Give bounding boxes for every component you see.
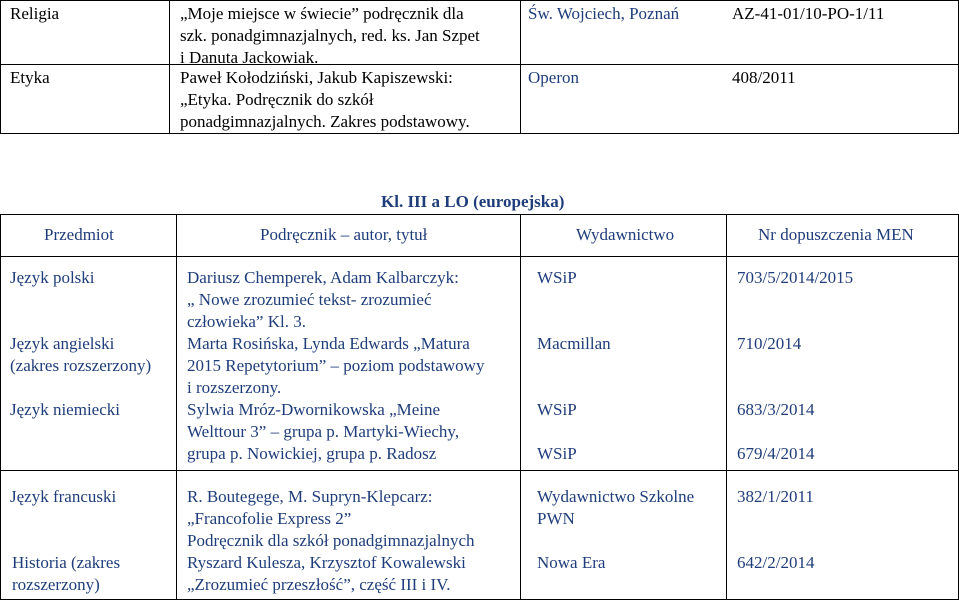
row-book-line: „Francofolie Express 2” [187,509,352,528]
header-publisher: Wydawnictwo [576,225,675,244]
row-book-line: Marta Rosińska, Lynda Edwards „Matura [187,334,470,353]
row-book-line: Sylwia Mróz-Dwornikowska „Meine [187,400,441,419]
row-book-line: „ Nowe zrozumieć tekst- zrozumieć [187,290,432,309]
row-subject: rozszerzony) [12,575,100,594]
row-subject: Historia (zakres [12,553,121,572]
main-table-col-divider [176,214,177,600]
top-row-publisher: Św. Wojciech, Poznań [528,4,680,23]
row-approval: 642/2/2014 [737,553,815,572]
row-book-line: Ryszard Kulesza, Krzysztof Kowalewski [187,553,466,572]
row-book-line: grupa p. Nowickiej, grupa p. Radosz [187,444,437,463]
top-row-approval: 408/2011 [732,68,796,87]
row-approval: 382/1/2011 [737,487,814,506]
row-publisher: WSiP [537,400,577,419]
top-table-border-left [0,0,1,134]
row-book-line: R. Boutegege, M. Supryn-Klepcarz: [187,487,433,506]
main-table-col-divider [726,214,727,600]
top-table-col-divider [520,0,521,134]
main-table-row-divider [0,470,959,471]
row-book-line: i rozszerzony. [187,378,282,397]
top-row-publisher: Operon [528,68,579,87]
row-approval: 710/2014 [737,334,802,353]
row-subject: Język polski [10,268,95,287]
header-book: Podręcznik – autor, tytuł [260,225,428,244]
top-row-book-line: i Danuta Jackowiak. [180,48,319,67]
top-row-approval: AZ-41-01/10-PO-1/11 [732,4,885,23]
top-row-book-line: szk. ponadgimnazjalnych, red. ks. Jan Szpet [180,26,480,45]
row-approval: 703/5/2014/2015 [737,268,854,287]
row-subject: (zakres rozszerzony) [10,356,152,375]
top-row-subject: Religia [10,4,60,23]
row-book-line: Welttour 3” – grupa p. Martyki-Wiechy, [187,422,460,441]
row-book-line: 2015 Repetytorium” – poziom podstawowy [187,356,485,375]
header-subject: Przedmiot [44,225,114,244]
row-approval: 683/3/2014 [737,400,815,419]
top-table-border-top [0,0,959,1]
main-table-header-divider [0,256,959,257]
row-approval: 679/4/2014 [737,444,815,463]
row-subject: Język niemiecki [10,400,120,419]
row-publisher: WSiP [537,444,577,463]
top-row-book-line: Paweł Kołodziński, Jakub Kapiszewski: [180,68,453,87]
row-publisher: PWN [537,509,575,528]
main-table-border-top [0,214,959,215]
row-book-line: Podręcznik dla szkół ponadgimnazjalnych [187,531,475,550]
row-subject: Język angielski [10,334,115,353]
row-book-line: „Zrozumieć przeszłość”, część III i IV. [187,575,451,594]
main-table-border-left [0,214,1,600]
header-approval: Nr dopuszczenia MEN [758,225,914,244]
top-row-subject: Etyka [10,68,50,87]
row-book-line: człowieka” Kl. 3. [187,312,306,331]
row-subject: Język francuski [10,487,117,506]
row-book-line: Dariusz Chemperek, Adam Kalbarczyk: [187,268,459,287]
main-table-col-divider [520,214,521,600]
top-table-col-divider [169,0,170,134]
top-row-book-line: „Moje miejsce w świecie” podręcznik dla [180,4,464,23]
top-row-book-line: ponadgimnazjalnych. Zakres podstawowy. [180,112,470,131]
row-publisher: Nowa Era [537,553,606,572]
row-publisher: Macmillan [537,334,611,353]
top-table-border-bottom [0,133,959,134]
row-publisher: Wydawnictwo Szkolne [537,487,695,506]
row-publisher: WSiP [537,268,577,287]
top-table-row-divider [0,64,959,65]
class-title: Kl. III a LO (europejska) [381,192,565,211]
top-row-book-line: „Etyka. Podręcznik do szkół [180,90,374,109]
